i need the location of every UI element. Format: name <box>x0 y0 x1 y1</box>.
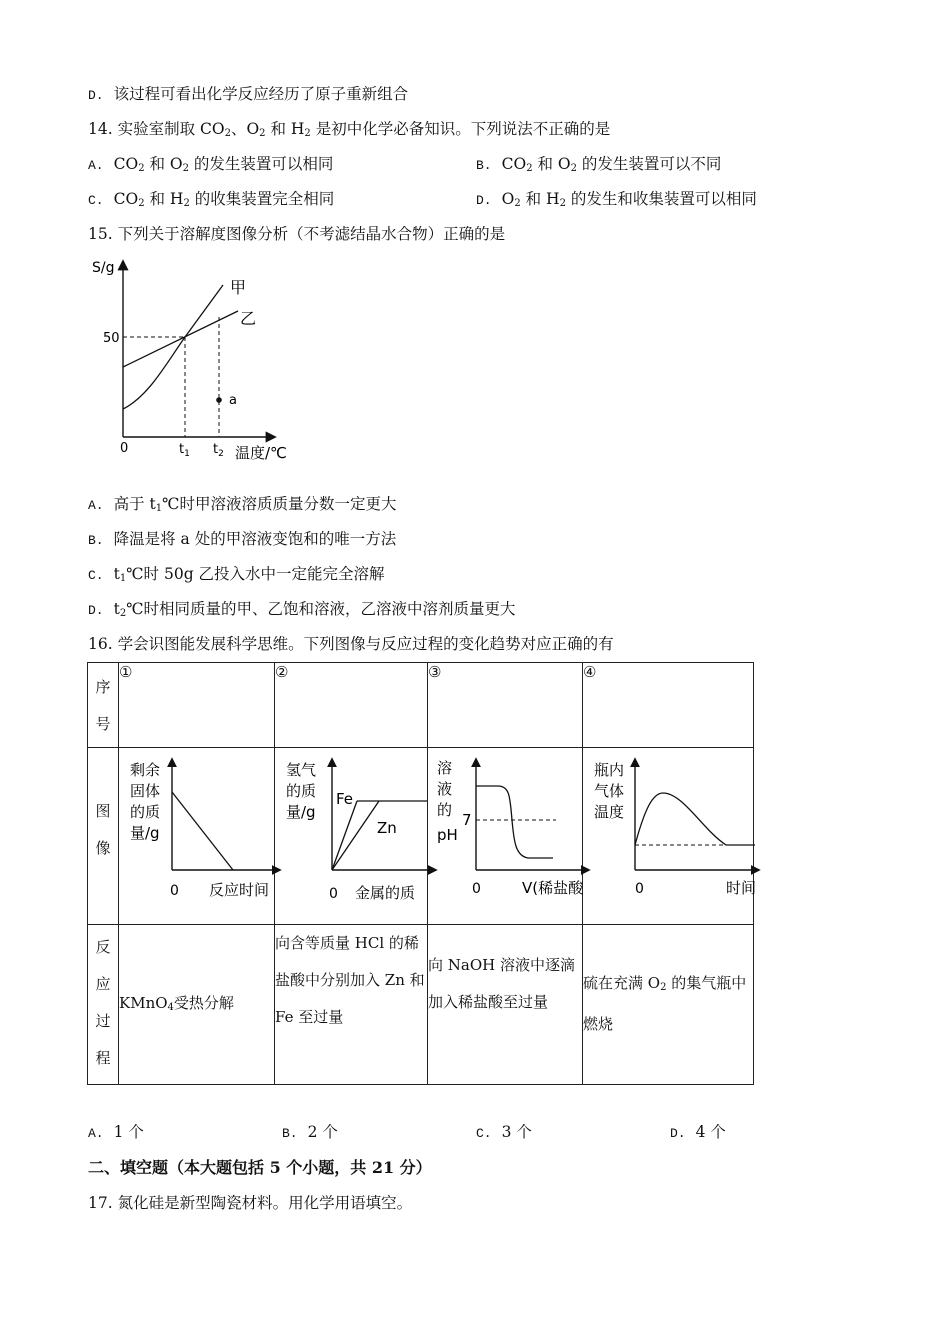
svg-text:瓶内: 瓶内 <box>594 761 625 779</box>
svg-text:氢气: 氢气 <box>286 761 317 779</box>
q17-stem: 17. 氮化硅是新型陶瓷材料。用化学用语填空。 <box>88 1194 413 1212</box>
subscript: 2 <box>182 163 189 174</box>
svg-text:温度: 温度 <box>594 803 625 821</box>
q14-option-a <box>88 152 333 174</box>
svg-text:的质: 的质 <box>286 782 317 800</box>
q15-stem: 15. 下列关于溶解度图像分析（不考滤结晶水合物）正确的是 <box>88 225 506 243</box>
subscript: 2 <box>183 198 190 209</box>
cell-graph-3 <box>428 748 583 925</box>
option-label: A. <box>88 1126 104 1141</box>
svg-text:量/g: 量/g <box>286 803 316 821</box>
svg-text:pH: pH <box>437 826 458 844</box>
option-text: 1 个 <box>113 1123 144 1141</box>
table-row <box>88 663 754 748</box>
option-text: CO <box>113 190 139 208</box>
t2-label: $t_2$ <box>213 442 224 459</box>
option-text: CO <box>501 155 527 173</box>
option-text: 4 个 <box>695 1123 726 1141</box>
point-a-label: a <box>229 393 237 408</box>
subscript: 2 <box>138 198 145 209</box>
q15-option-d <box>88 597 516 619</box>
q14-option-b <box>476 152 721 174</box>
option-text: 的发生装置可以相同 <box>189 155 334 173</box>
q15-option-b <box>88 527 396 549</box>
option-text: ℃时相同质量的甲、乙饱和溶液，乙溶液中溶剂质量更大 <box>126 600 516 618</box>
svg-text:的质: 的质 <box>130 803 161 821</box>
stem-part: 和 H <box>265 120 305 138</box>
q14-option-c <box>88 187 334 209</box>
subscript: 2 <box>570 163 577 174</box>
t1-label: $t_1$ <box>179 442 190 459</box>
subscript: 2 <box>559 198 566 209</box>
y-axis-label: S/g <box>92 260 115 276</box>
q14-option-d <box>476 187 757 209</box>
stem-part: 、O <box>230 120 260 138</box>
graph-ph <box>428 748 582 920</box>
q16-option-a <box>88 1120 144 1142</box>
svg-text:V(稀盐酸: V(稀盐酸 <box>522 879 584 897</box>
option-text: ℃时甲溶液溶质质量分数一定更大 <box>162 495 397 513</box>
option-label: A. <box>88 158 104 173</box>
row-header-graph: 图 像 <box>88 748 119 925</box>
option-label: D. <box>88 603 104 618</box>
svg-text:反应时间: 反应时间 <box>209 881 270 899</box>
subscript: 2 <box>119 608 127 619</box>
svg-text:气体: 气体 <box>594 782 625 800</box>
graph-kmno4 <box>119 748 274 920</box>
cell-process-2: 向含等质量 HCl 的稀盐酸中分别加入 Zn 和 Fe 至过量 <box>275 925 428 1085</box>
q16-option-d <box>670 1120 726 1142</box>
svg-text:液: 液 <box>437 780 453 798</box>
cell-number-2: ② <box>275 663 428 748</box>
graph-temperature <box>583 748 757 920</box>
stem-part: 是初中化学必备知识。下列说法不正确的是 <box>310 120 611 138</box>
option-label: C. <box>88 568 104 583</box>
option-text: 和 O <box>144 155 183 173</box>
svg-text:的: 的 <box>437 801 453 819</box>
subscript: 2 <box>138 163 145 174</box>
option-text: 和 H <box>520 190 560 208</box>
subscript: 2 <box>514 198 521 209</box>
x-axis-label: 温度/℃ <box>235 444 287 462</box>
table-row <box>88 925 754 1085</box>
curve-yi <box>123 311 238 367</box>
option-text: CO <box>113 155 139 173</box>
svg-text:Zn: Zn <box>377 819 397 837</box>
q16-option-b <box>282 1120 338 1142</box>
row-header-number: 序 号 <box>88 663 119 748</box>
curve-jia-label: 甲 <box>230 278 247 297</box>
svg-text:剩余: 剩余 <box>130 761 161 779</box>
option-text: 降温是将 a 处的甲溶液变饱和的唯一方法 <box>113 530 397 548</box>
origin-label: 0 <box>120 441 129 456</box>
option-text: t <box>113 600 120 618</box>
option-text: O <box>501 190 515 208</box>
cell-graph-2 <box>275 748 428 925</box>
option-text: 的发生装置可以不同 <box>577 155 722 173</box>
cell-graph-4 <box>583 748 757 925</box>
row-header-process: 反 应 过 程 <box>88 925 119 1085</box>
q16-stem: 16. 学会识图能发展科学思维。下列图像与反应过程的变化趋势对应正确的有 <box>88 635 614 653</box>
q13-option-d <box>88 82 408 104</box>
option-label: C. <box>476 1126 492 1141</box>
subscript: 2 <box>526 163 533 174</box>
stem-part: 14. 实验室制取 CO <box>88 120 225 138</box>
option-text: t <box>113 565 120 583</box>
svg-text:0: 0 <box>170 883 179 899</box>
subscript: 2 <box>259 128 266 139</box>
svg-text:0: 0 <box>635 881 644 897</box>
q16-option-c <box>476 1120 532 1142</box>
svg-text:0: 0 <box>329 886 338 902</box>
solubility-graph <box>88 252 308 467</box>
svg-text:溶: 溶 <box>437 759 453 777</box>
curve-yi-label: 乙 <box>240 309 257 328</box>
table-row <box>88 748 754 925</box>
subscript: 1 <box>119 573 127 584</box>
option-text: 的收集装置完全相同 <box>189 190 335 208</box>
q14-stem <box>88 117 610 139</box>
option-text: ℃时 50g 乙投入水中一定能完全溶解 <box>126 565 385 583</box>
cell-number-3: ③ <box>428 663 583 748</box>
option-text: 的发生和收集装置可以相同 <box>565 190 757 208</box>
option-text: 该过程可看出化学反应经历了原子重新组合 <box>113 85 409 103</box>
cell-process-4: 硫在充满 $O_2$ 的集气瓶中燃烧 <box>583 925 754 1085</box>
curve-jia <box>123 285 223 409</box>
option-label: D. <box>670 1126 686 1141</box>
option-text: 和 O <box>532 155 571 173</box>
point-a <box>216 397 222 403</box>
option-text: 3 个 <box>501 1123 532 1141</box>
subscript: 2 <box>224 128 231 139</box>
q15-option-a <box>88 492 396 514</box>
q16-table <box>87 662 757 1085</box>
option-text: 高于 t <box>113 495 156 513</box>
option-text: 2 个 <box>307 1123 338 1141</box>
svg-text:时间: 时间 <box>726 879 757 897</box>
option-label: D. <box>476 193 492 208</box>
svg-text:固体: 固体 <box>130 782 161 800</box>
cell-process-3: 向 NaOH 溶液中逐滴加入稀盐酸至过量 <box>428 925 583 1085</box>
cell-number-1: ① <box>119 663 275 748</box>
svg-text:量/g: 量/g <box>130 824 160 842</box>
option-label: D. <box>88 88 104 103</box>
option-label: A. <box>88 498 104 513</box>
y-tick-50: 50 <box>103 331 120 346</box>
q15-option-c <box>88 562 385 584</box>
subscript: 1 <box>155 503 163 514</box>
option-text: 和 H <box>144 190 184 208</box>
section-heading: 二、填空题（本大题包括 5 个小题，共 21 分） <box>88 1158 432 1177</box>
svg-text:7: 7 <box>462 811 472 829</box>
subscript: 2 <box>304 128 311 139</box>
graph-hydrogen <box>275 748 427 920</box>
svg-text:金属的质: 金属的质 <box>355 884 416 902</box>
svg-text:0: 0 <box>472 881 481 897</box>
cell-graph-1 <box>119 748 275 925</box>
option-label: C. <box>88 193 104 208</box>
option-label: B. <box>476 158 492 173</box>
svg-text:Fe: Fe <box>336 790 354 808</box>
option-label: B. <box>282 1126 298 1141</box>
cell-process-1: KMnO$_4$受热分解 <box>119 925 275 1085</box>
cell-number-4: ④ <box>583 663 754 748</box>
option-label: B. <box>88 533 104 548</box>
